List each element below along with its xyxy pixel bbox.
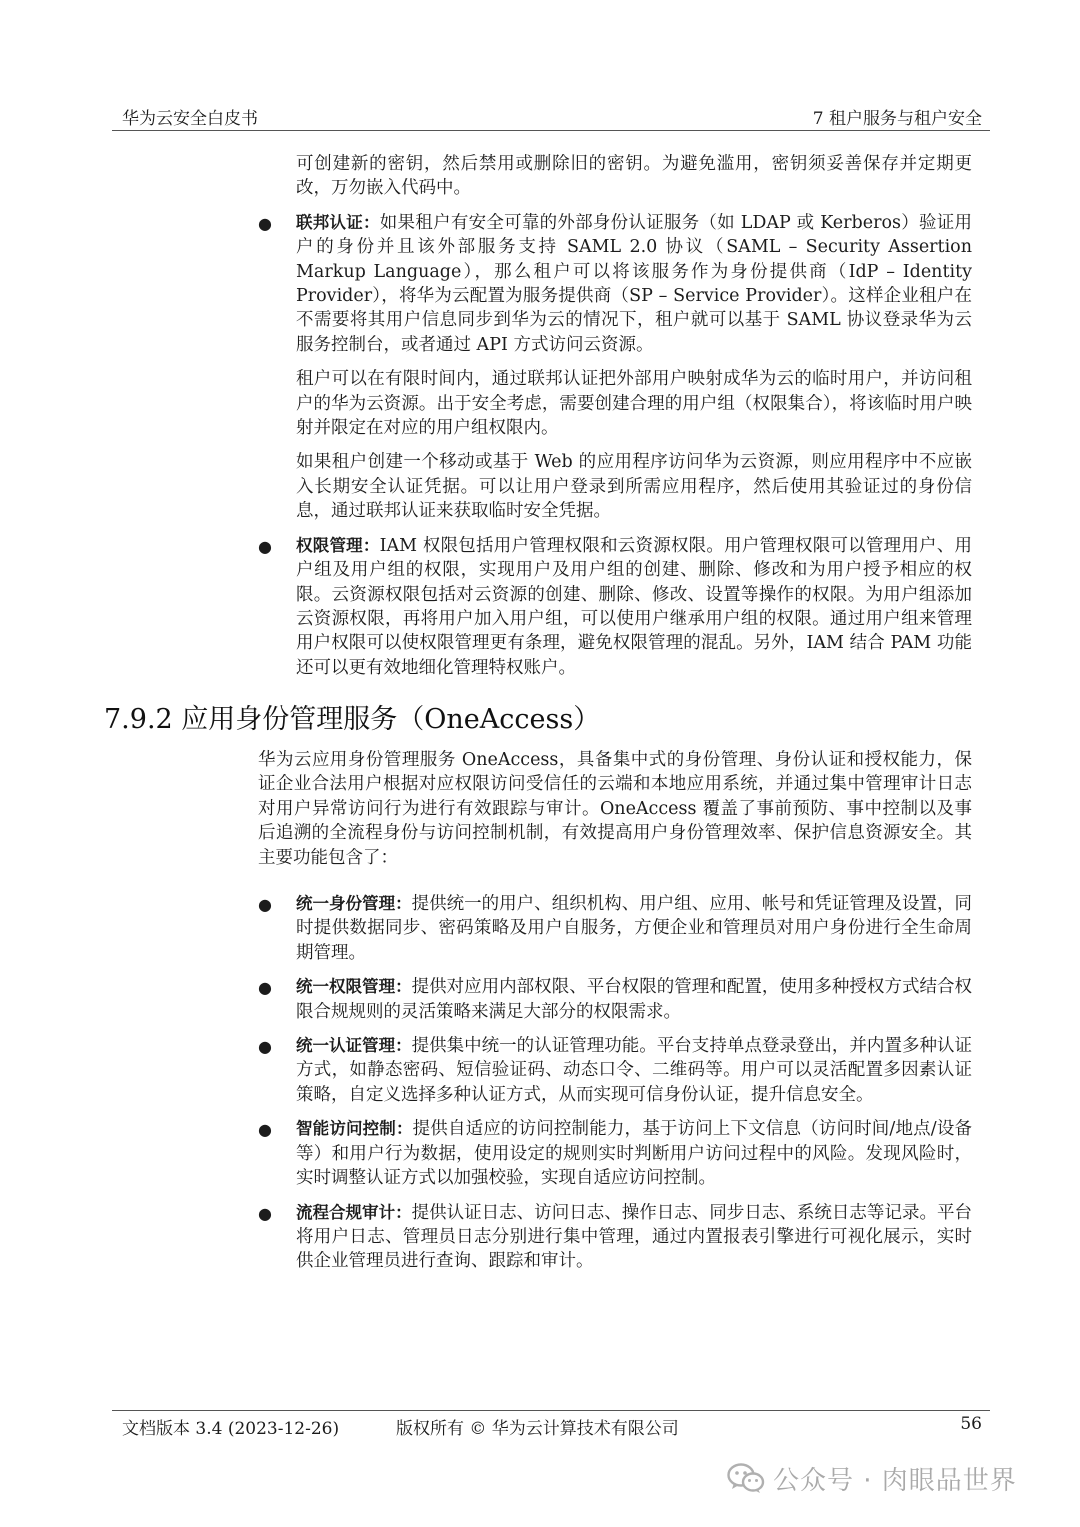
list-item — [258, 975, 972, 1024]
bullet-icon: ● — [258, 536, 272, 556]
header-chapter: 7 租户服务与租户安全 — [812, 109, 982, 129]
bullet-label: 智能访问控制： — [296, 1119, 413, 1139]
bullet-text: 提供认证日志、访问日志、操作日志、同步日志、系统日志等记录。平台将用户日志、管理员日志分别进行集中管理，通过内置报表引擎进行可视化展示，实时供企业管理员进行查询、跟踪和审计。 — [296, 1202, 972, 1272]
bullet-label: 权限管理： — [296, 535, 380, 555]
bullet-label: 流程合规审计： — [296, 1202, 412, 1222]
bullet-text: 提供对应用内部权限、平台权限的管理和配置，使用多种授权方式结合权限合规规则的灵活策略来满足大部分的权限需求。 — [296, 977, 972, 1022]
list-item — [258, 892, 972, 965]
bullet-icon: ● — [258, 895, 272, 915]
bullet-icon: ● — [258, 213, 272, 233]
bullet-text: 提供自适应的访问控制能力，基于访问上下文信息（访问时间/地点/设备等）和用户行为数据，使用设定的规则实时判断用户访问过程中的风险。发现风险时，实时调整认证方式以加强校验，实现自适应访问控制。 — [296, 1119, 973, 1189]
section-heading: 7.9.2 应用身份管理服务（OneAccess） — [104, 704, 601, 735]
section-body — [258, 748, 972, 1284]
bullet-icon: ● — [258, 1203, 272, 1223]
list-item — [258, 1117, 973, 1190]
bullet-icon: ● — [258, 1120, 272, 1140]
footer-rule — [112, 1410, 990, 1411]
watermark-text: 公众号 · 肉眼品世界 — [773, 1465, 1017, 1496]
list-item-permission — [258, 534, 973, 680]
bullet-label: 统一权限管理： — [296, 977, 412, 997]
footer-copyright: 版权所有 © 华为云计算技术有限公司 — [396, 1419, 679, 1439]
paragraph: 租户可以在有限时间内，通过联邦认证把外部用户映射成华为云的临时用户，并访问租户的华为云资源。出于安全考虑，需要创建合理的用户组（权限集合），将该临时用户映射并限定在对应的用户组权限内。 — [296, 369, 972, 439]
bullet-text: 如果租户有安全可靠的外部身份认证服务（如 LDAP 或 Kerberos）验证用户的身份并且该外部服务支持 SAML 2.0 协议（SAML – Security Assertion Markup Language），那么租户可以将该服务作为身份提供商（IdP – Identity Provider），将华为云配置为服务提供商（SP – Service Provider）。这样企业租户在不需要将其用户信息同步到华为云的情况下，租户就可以基于 SAML 协议登录华为云服务控制台，或者通过 API 方式访问云资源。 — [296, 212, 973, 355]
list-item — [258, 1034, 972, 1107]
bullet-text: IAM 权限包括用户管理权限和云资源权限。用户管理权限可以管理用户、用户组及用户组的权限，实现用户及用户组的创建、删除、修改和为用户授予相应的权限。云资源权限包括对云资源的创建、删除、修改、设置等操作的权限。为用户组添加云资源权限，再将用户加入用户组，可以使用户继承用户组的权限。通过用户组来管理用户权限可以使权限管理更有条理，避免权限管理的混乱。另外，IAM 结合 PAM 功能还可以更有效地细化管理特权账户。 — [296, 535, 973, 678]
bullet-label: 统一认证管理： — [296, 1036, 412, 1056]
bullet-icon: ● — [258, 1037, 272, 1057]
bullet-label: 统一身份管理： — [296, 894, 412, 914]
bullet-text: 提供集中统一的认证管理功能。平台支持单点登录登出，并内置多种认证方式，如静态密码、短信验证码、动态口令、二维码等。用户可以灵活配置多因素认证策略，自定义选择多种认证方式，从而实现可信身份认证，提升信息安全。 — [296, 1036, 972, 1105]
header-rule — [112, 130, 990, 131]
wechat-icon — [727, 1462, 765, 1494]
bullet-icon: ● — [258, 978, 272, 998]
paragraph: 如果租户创建一个移动或基于 Web 的应用程序访问华为云资源，则应用程序中不应嵌入长期安全认证凭据。可以让用户登录到所需应用程序，然后使用其验证过的身份信息，通过联邦认证来获取临时安全凭据。 — [296, 452, 972, 522]
footer-version: 文档版本 3.4 (2023-12-26) — [122, 1419, 340, 1439]
bullet-label: 联邦认证： — [296, 212, 380, 232]
content-continued — [258, 152, 973, 690]
watermark — [727, 1460, 1017, 1496]
intro-paragraph: 可创建新的密钥，然后禁用或删除旧的密钥。为避免滥用，密钥须妥善保存并定期更改，万勿嵌入代码中。 — [296, 154, 972, 199]
page-header — [122, 104, 982, 130]
section-intro: 华为云应用身份管理服务 OneAccess，具备集中式的身份管理、身份认证和授权能力，保证企业合法用户根据对应权限访问受信任的云端和本地应用系统，并通过集中管理审计日志对用户异常访问行为进行有效跟踪与审计。OneAccess 覆盖了事前预防、事中控制以及事后追溯的全流程身份与访问控制机制，有效提高用户身份管理效率、保护信息资源安全。其主要功能包含了： — [258, 750, 972, 868]
bullet-text: 提供统一的用户、组织机构、用户组、应用、帐号和凭证管理及设置，同时提供数据同步、密码策略及用户自服务，方便企业和管理员对用户身份进行全生命周期管理。 — [296, 894, 972, 963]
header-doc-title: 华为云安全白皮书 — [122, 109, 258, 129]
list-item — [258, 1201, 972, 1274]
list-item-federation — [258, 211, 973, 524]
page-footer — [122, 1414, 982, 1440]
page-number: 56 — [960, 1414, 982, 1434]
